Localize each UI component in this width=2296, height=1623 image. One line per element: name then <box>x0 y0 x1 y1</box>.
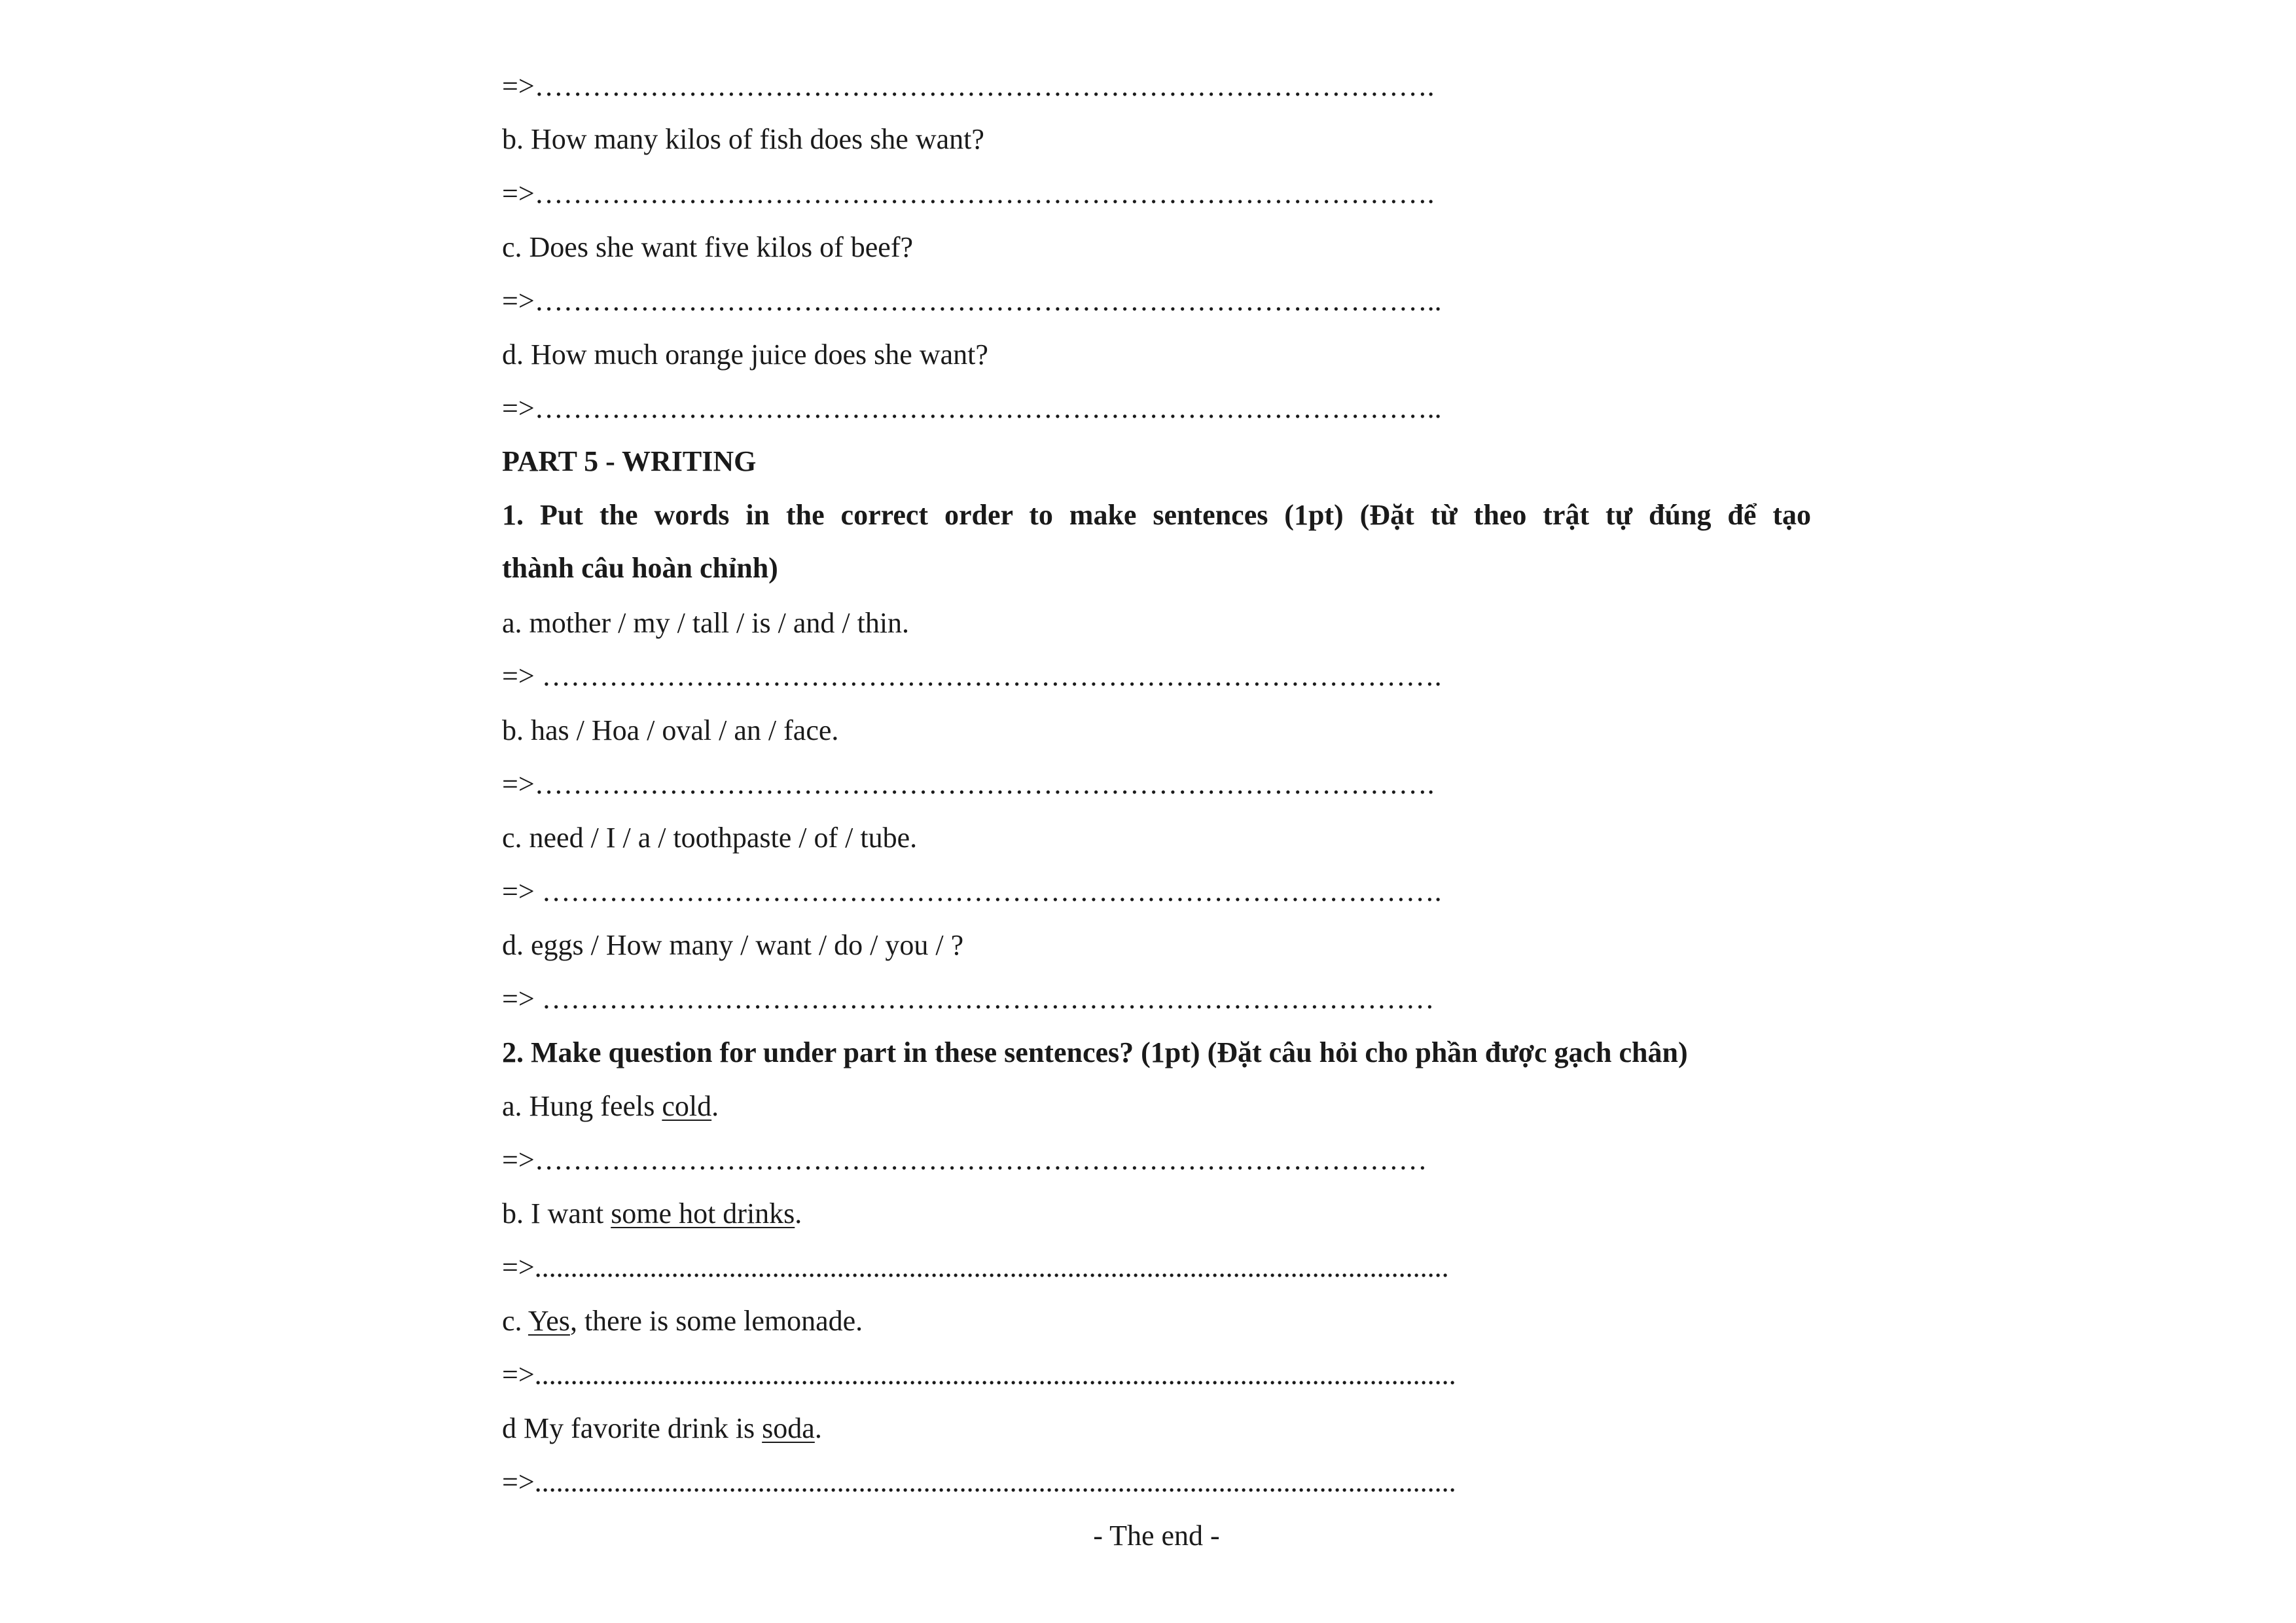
question-4d: d. How much orange juice does she want? <box>502 338 988 371</box>
task1-answer-line-b: =>…………………………………………………………………………………. <box>502 768 1435 800</box>
answer-line-4a: =>…………………………………………………………………………………. <box>502 70 1435 102</box>
task1-answer-line-a: => …………………………………………………………………………………. <box>502 660 1442 692</box>
the-end-footer: - The end - <box>1093 1520 1220 1552</box>
answer-line-4c: =>………………………………………………………………………………….. <box>502 285 1442 317</box>
question-4b: b. How many kilos of fish does she want? <box>502 123 984 155</box>
task2-b-end: . <box>795 1197 802 1230</box>
task2-a-text: a. Hung feels <box>502 1090 662 1122</box>
task2-answer-line-b: =>............................................................................................................................... <box>502 1251 1449 1283</box>
task2-answer-line-c: =>................................................................................................................................ <box>502 1359 1456 1391</box>
task1-question-c: c. need / I / a / toothpaste / of / tube. <box>502 822 918 854</box>
part5-heading: PART 5 - WRITING <box>502 445 757 477</box>
task2-d-underlined: soda <box>762 1412 815 1444</box>
task1-question-a: a. mother / my / tall / is / and / thin. <box>502 607 910 639</box>
task2-d-text: d My favorite drink is <box>502 1412 762 1444</box>
task2-title: 2. Make question for under part in these sentences? (1pt) (Đặt câu hỏi cho phần được gạch chân) <box>502 1036 1688 1068</box>
task1-answer-line-c: => …………………………………………………………………………………. <box>502 875 1442 907</box>
worksheet-page <box>502 0 1824 1623</box>
answer-line-4b: =>…………………………………………………………………………………. <box>502 177 1435 210</box>
task2-c-underlined: Yes <box>528 1305 570 1337</box>
question-4c: c. Does she want five kilos of beef? <box>502 231 914 263</box>
task2-b-text: b. I want <box>502 1197 611 1230</box>
task2-c-end: , there is some lemonade. <box>569 1305 863 1337</box>
task2-d-end: . <box>814 1412 822 1444</box>
task2-a-end: . <box>711 1090 719 1122</box>
task2-a-underlined: cold <box>662 1090 712 1122</box>
task1-question-b: b. has / Hoa / oval / an / face. <box>502 714 839 746</box>
answer-line-4d: =>………………………………………………………………………………….. <box>502 392 1442 424</box>
task2-c-text: c. <box>502 1305 528 1337</box>
task1-answer-line-d: => ………………………………………………………………………………… <box>502 983 1435 1015</box>
task2-question-a <box>502 1087 719 1126</box>
task2-question-d <box>502 1409 822 1448</box>
task1-title-line2: thành câu hoàn chỉnh) <box>502 552 778 584</box>
task1-title-line1: 1. Put the words in the correct order to make sentences (1pt) (Đặt từ theo trật tự đúng để tạo <box>502 499 1811 531</box>
task2-question-b <box>502 1194 802 1233</box>
task2-b-underlined: some hot drinks <box>611 1197 795 1230</box>
task2-question-c <box>502 1302 863 1341</box>
task1-question-d: d. eggs / How many / want / do / you / ? <box>502 929 964 961</box>
task2-answer-line-d: =>................................................................................................................................ <box>502 1466 1456 1498</box>
task2-answer-line-a: =>………………………………………………………………………………… <box>502 1144 1427 1176</box>
